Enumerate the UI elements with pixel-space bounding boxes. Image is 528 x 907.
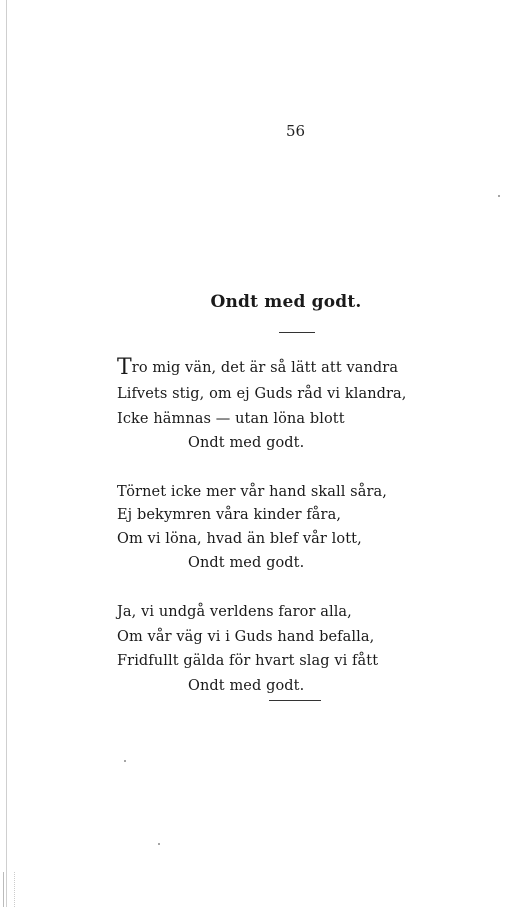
- poem-title: Ondt med godt.: [210, 292, 362, 312]
- poem-line: Ja, vi undgå verldens faror alla,: [117, 604, 352, 620]
- page-number: 56: [286, 122, 306, 140]
- poem-line: Ej bekymren våra kinder fåra,: [117, 507, 342, 523]
- poem-line-text: ro mig vän, det är så lätt att vandra: [131, 360, 399, 376]
- scan-speck: [158, 843, 160, 845]
- poem-line: Lifvets stig, om ej Guds råd vi klandra,: [117, 386, 407, 402]
- binding-edge-marks: [3, 872, 15, 907]
- poem-line: Fridfullt gälda för hvart slag vi fått: [117, 653, 379, 669]
- drop-cap: T: [117, 355, 132, 380]
- scan-speck: [498, 195, 500, 197]
- poem-refrain: Ondt med godt.: [188, 555, 305, 571]
- title-divider: [279, 332, 315, 333]
- end-divider: [269, 700, 321, 701]
- poem-line: [117, 355, 399, 380]
- scan-speck: [124, 760, 126, 762]
- poem-line: Om vår väg vi i Guds hand befalla,: [117, 629, 375, 645]
- page-edge-line: [6, 0, 7, 907]
- poem-line: Om vi löna, hvad än blef vår lott,: [117, 531, 362, 547]
- poem-refrain: Ondt med godt.: [188, 678, 305, 694]
- poem-line: Törnet icke mer vår hand skall såra,: [117, 484, 387, 500]
- poem-line: Icke hämnas — utan löna blott: [117, 411, 345, 427]
- poem-refrain: Ondt med godt.: [188, 435, 305, 451]
